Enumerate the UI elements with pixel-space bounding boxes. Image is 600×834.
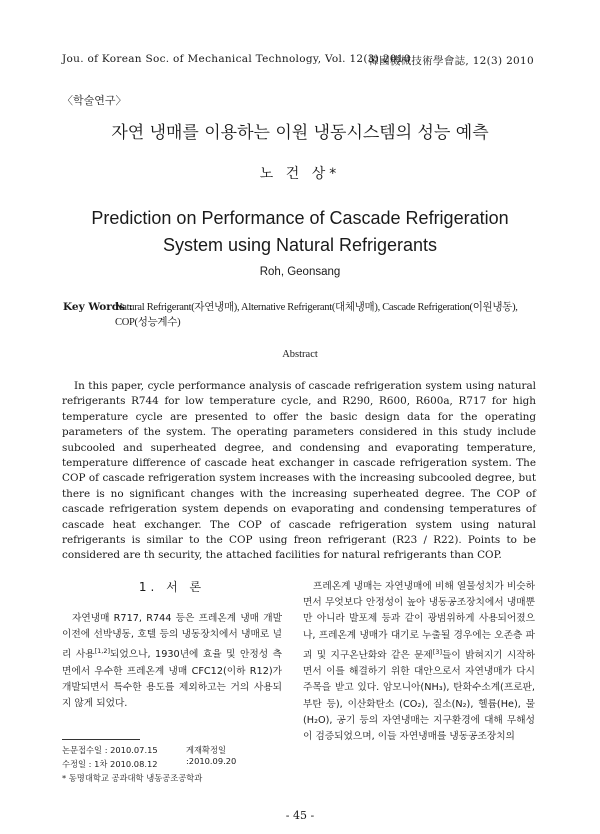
abstract-text: In this paper, cycle performance analysis of cascade refrigeration system using natural refrigerants R744 for low temperature cycle, and R290, R600, R600a, R717 for high temperature cycle are presented to offer the basic design data for the operating parameters of the system. The operating parameters considered in this study include subcooled and superheated degree, and condensing and evaporating temperature, temperature difference of cascade heat exchanger in cascade refrigeration system. The COP of cascade refrigeration system increases with the increasing subcooled degree, but there is no significant changes with the increasing superheated degree. The COP of cascade refrigeration system depends on evaporating and condensing temperatures of cascade heat exchanger. The COP of cascade refrigeration system using natural refrigerants is similar to the COP using freon refrigerant (R23 / R22). Points to be considered are th security, the attached facilities for natural refrigerants than COP.	[62, 380, 536, 562]
abstract-heading: Abstract	[282, 349, 318, 360]
title-korean: 자연 냉매를 이용하는 이원 냉동시스템의 성능 예측	[111, 123, 489, 143]
journal-header-english: Jou. of Korean Soc. of Mechanical Technology, Vol. 12(3) 2010	[62, 53, 411, 65]
body-right-text-1: 프레온계 냉매는 자연냉매에 비해 열물성치가 비슷하면서 무엇보다 안정성이 높아 냉동공조장치에서 냉매뿐만 아니라 발포제 등과 같이 광범위하게 사용되어졌으나, 프레온계 냉매가 대기로 누출될 경우에는 오존층 파괴 및 지구온난화와 같은 문제	[303, 581, 535, 662]
keywords-text: Natural Refrigerant(자연냉매), Alternative Refrigerant(대체냉매), Cascade Refrigeration(이원냉동), COP(성능계수)	[115, 302, 518, 328]
author-korean: 노 건 상*	[259, 166, 341, 182]
body-left-text-1: 자연냉매 R717, R744 등은 프레온계 냉매 개발 이전에 선박냉동, 호텔 등의 냉동장치에서 냉매로 널리 사용	[62, 613, 282, 661]
footnote-affiliation: * 동명대학교 공과대학 냉동공조공학과	[62, 773, 203, 783]
citation-ref-3: [3]	[432, 647, 443, 656]
title-english-line-2: System using Natural Refrigerants	[162, 235, 438, 255]
title-english	[0, 205, 600, 259]
footnote-received: 논문접수일 : 2010.07.15	[62, 745, 158, 755]
footnote-divider	[62, 739, 140, 740]
journal-header-korean: 韓國機械技術學會誌, 12(3) 2010	[368, 55, 534, 67]
author-english: Roh, Geonsang	[259, 266, 341, 278]
body-right-text-2: 들이 밝혀지기 시작하면서 이를 해결하기 위한 대안으로서 자연냉매가 다시 주목을 받고 있다. 암모니아(NH₃), 탄화수소계(프로판, 부탄 등), 이산화탄소 (CO₂), 질소(N₂), 헬륨(He), 물(H₂O), 공기 등의 자연냉매는 지구환경에 대해 무해성이 검증되었으며, 이들 자연냉매를 냉동공조장치의	[303, 650, 535, 743]
keywords-block	[63, 300, 541, 328]
footnote-accepted: 게재확정일 :2010.09.20	[186, 745, 237, 766]
body-column-left	[62, 611, 282, 712]
footnote-revised: 수정일 : 1차 2010.08.12	[62, 759, 158, 769]
section-1-heading: 1. 서 론	[138, 580, 206, 594]
keywords-label: Key Words :	[63, 301, 133, 313]
citation-ref-1-2: [1,2]	[94, 647, 111, 656]
body-column-right	[303, 579, 535, 745]
body-left-text-2: 되었으나, 1930년에 효율 및 안정성 측면에서 우수한 프레온계 냉매 CFC12(이하 R12)가 개발되면서 특수한 용도를 제외하고는 거의 사용되지 않게 되었다.	[62, 649, 282, 710]
page-number: - 45 -	[285, 809, 315, 822]
title-english-line-1: Prediction on Performance of Cascade Refrigeration	[91, 208, 509, 228]
article-type-label: 〈학술연구〉	[62, 94, 127, 107]
